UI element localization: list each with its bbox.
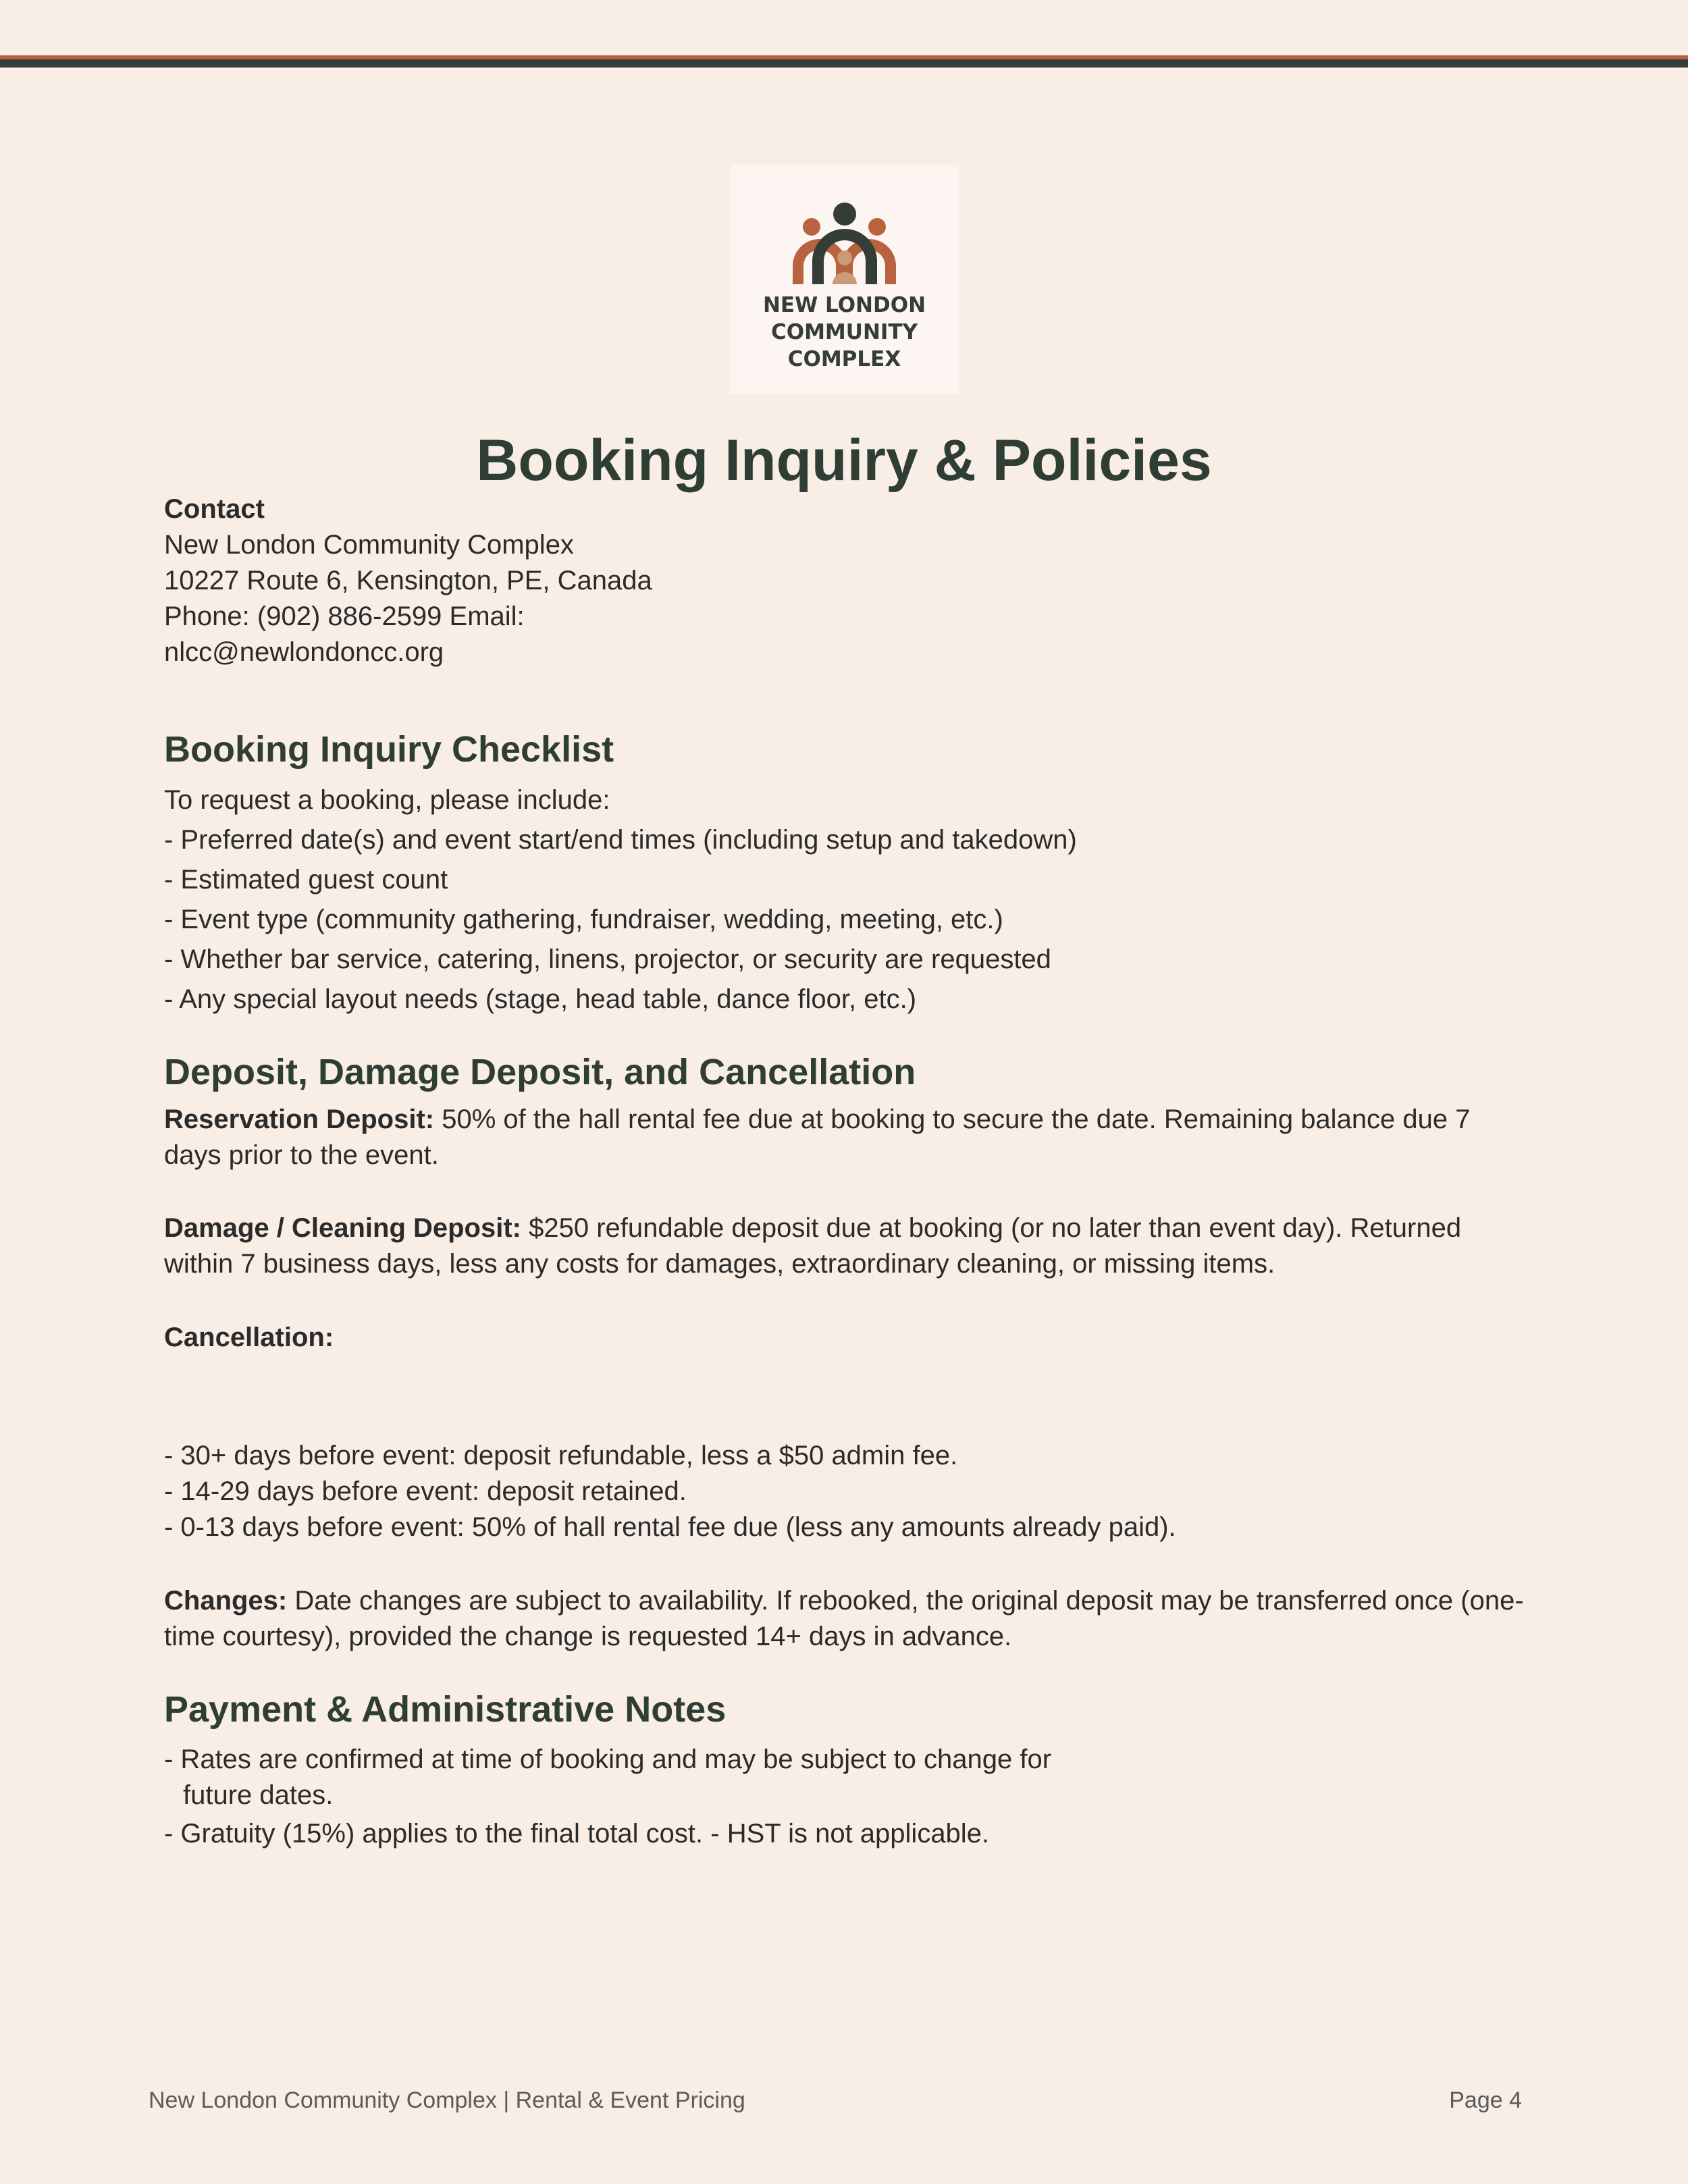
list-item: - Gratuity (15%) applies to the final total cost. - HST is not applicable. bbox=[164, 1819, 990, 1848]
reservation-deposit-label: Reservation Deposit: bbox=[164, 1104, 435, 1134]
checklist-block bbox=[164, 780, 1528, 1019]
deposit-heading: Deposit, Damage Deposit, and Cancellation bbox=[164, 1052, 916, 1092]
list-item: - 0-13 days before event: 50% of hall rental fee due (less any amounts already paid). bbox=[164, 1512, 1176, 1542]
top-border bbox=[0, 55, 1688, 68]
changes-paragraph bbox=[164, 1583, 1528, 1655]
list-item: - Estimated guest count bbox=[164, 865, 448, 895]
list-item: - Event type (community gathering, fundraiser, wedding, meeting, etc.) bbox=[164, 905, 1003, 934]
changes-text: Date changes are subject to availability. If rebooked, the original deposit may be transferred once (one-time courtesy), provided the change is requested 14+ days in advance. bbox=[164, 1586, 1524, 1651]
logo-line-3: COMPLEX bbox=[787, 347, 901, 371]
cancellation-list bbox=[164, 1438, 1528, 1545]
list-item: - Any special layout needs (stage, head table, dance floor, etc.) bbox=[164, 984, 917, 1014]
damage-deposit-label: Damage / Cleaning Deposit: bbox=[164, 1213, 521, 1243]
logo-line-2: COMMUNITY bbox=[770, 320, 918, 344]
payment-list bbox=[164, 1742, 1528, 1852]
damage-deposit-text: $250 refundable deposit due at booking (or no later than event day). Returned within 7 business days, less any costs for damages, extraordinary cleaning, or missing items. bbox=[164, 1213, 1462, 1279]
contact-heading: Contact bbox=[164, 494, 265, 524]
list-item: - Rates are confirmed at time of booking and may be subject to change for bbox=[164, 1744, 1052, 1774]
reservation-deposit-paragraph bbox=[164, 1102, 1528, 1173]
contact-phone: Phone: (902) 886-2599 Email: bbox=[164, 602, 525, 631]
logo-line-1: NEW LONDON bbox=[762, 293, 926, 317]
contact-name: New London Community Complex bbox=[164, 530, 574, 560]
checklist-heading: Booking Inquiry Checklist bbox=[164, 729, 614, 770]
damage-deposit-paragraph bbox=[164, 1210, 1528, 1282]
list-item: - 30+ days before event: deposit refundable, less a $50 admin fee. bbox=[164, 1441, 958, 1470]
changes-label: Changes: bbox=[164, 1586, 288, 1616]
checklist-intro: To request a booking, please include: bbox=[164, 785, 610, 815]
payment-heading: Payment & Administrative Notes bbox=[164, 1689, 727, 1730]
footer-document-title: New London Community Complex | Rental & Event Pricing bbox=[149, 2087, 745, 2113]
top-border-dark-line bbox=[0, 59, 1688, 68]
logo-text bbox=[730, 292, 959, 373]
reservation-deposit-text: 50% of the hall rental fee due at booking to secure the date. Remaining balance due 7 days prior to the event. bbox=[164, 1104, 1471, 1170]
community-people-icon bbox=[730, 165, 959, 293]
page-title: Booking Inquiry & Policies bbox=[476, 428, 1212, 493]
contact-email: nlcc@newlondoncc.org bbox=[164, 637, 444, 667]
list-item: - Preferred date(s) and event start/end times (including setup and takedown) bbox=[164, 825, 1077, 855]
list-item: - 14-29 days before event: deposit retained. bbox=[164, 1476, 687, 1506]
contact-address: 10227 Route 6, Kensington, PE, Canada bbox=[164, 566, 652, 595]
logo bbox=[730, 165, 959, 394]
list-item: - Whether bar service, catering, linens, projector, or security are requested bbox=[164, 944, 1051, 974]
cancellation-label: Cancellation: bbox=[164, 1323, 334, 1352]
list-item-continuation: future dates. bbox=[183, 1780, 334, 1810]
contact-block bbox=[164, 491, 1528, 670]
footer-page-number: Page 4 bbox=[1449, 2087, 1522, 2113]
